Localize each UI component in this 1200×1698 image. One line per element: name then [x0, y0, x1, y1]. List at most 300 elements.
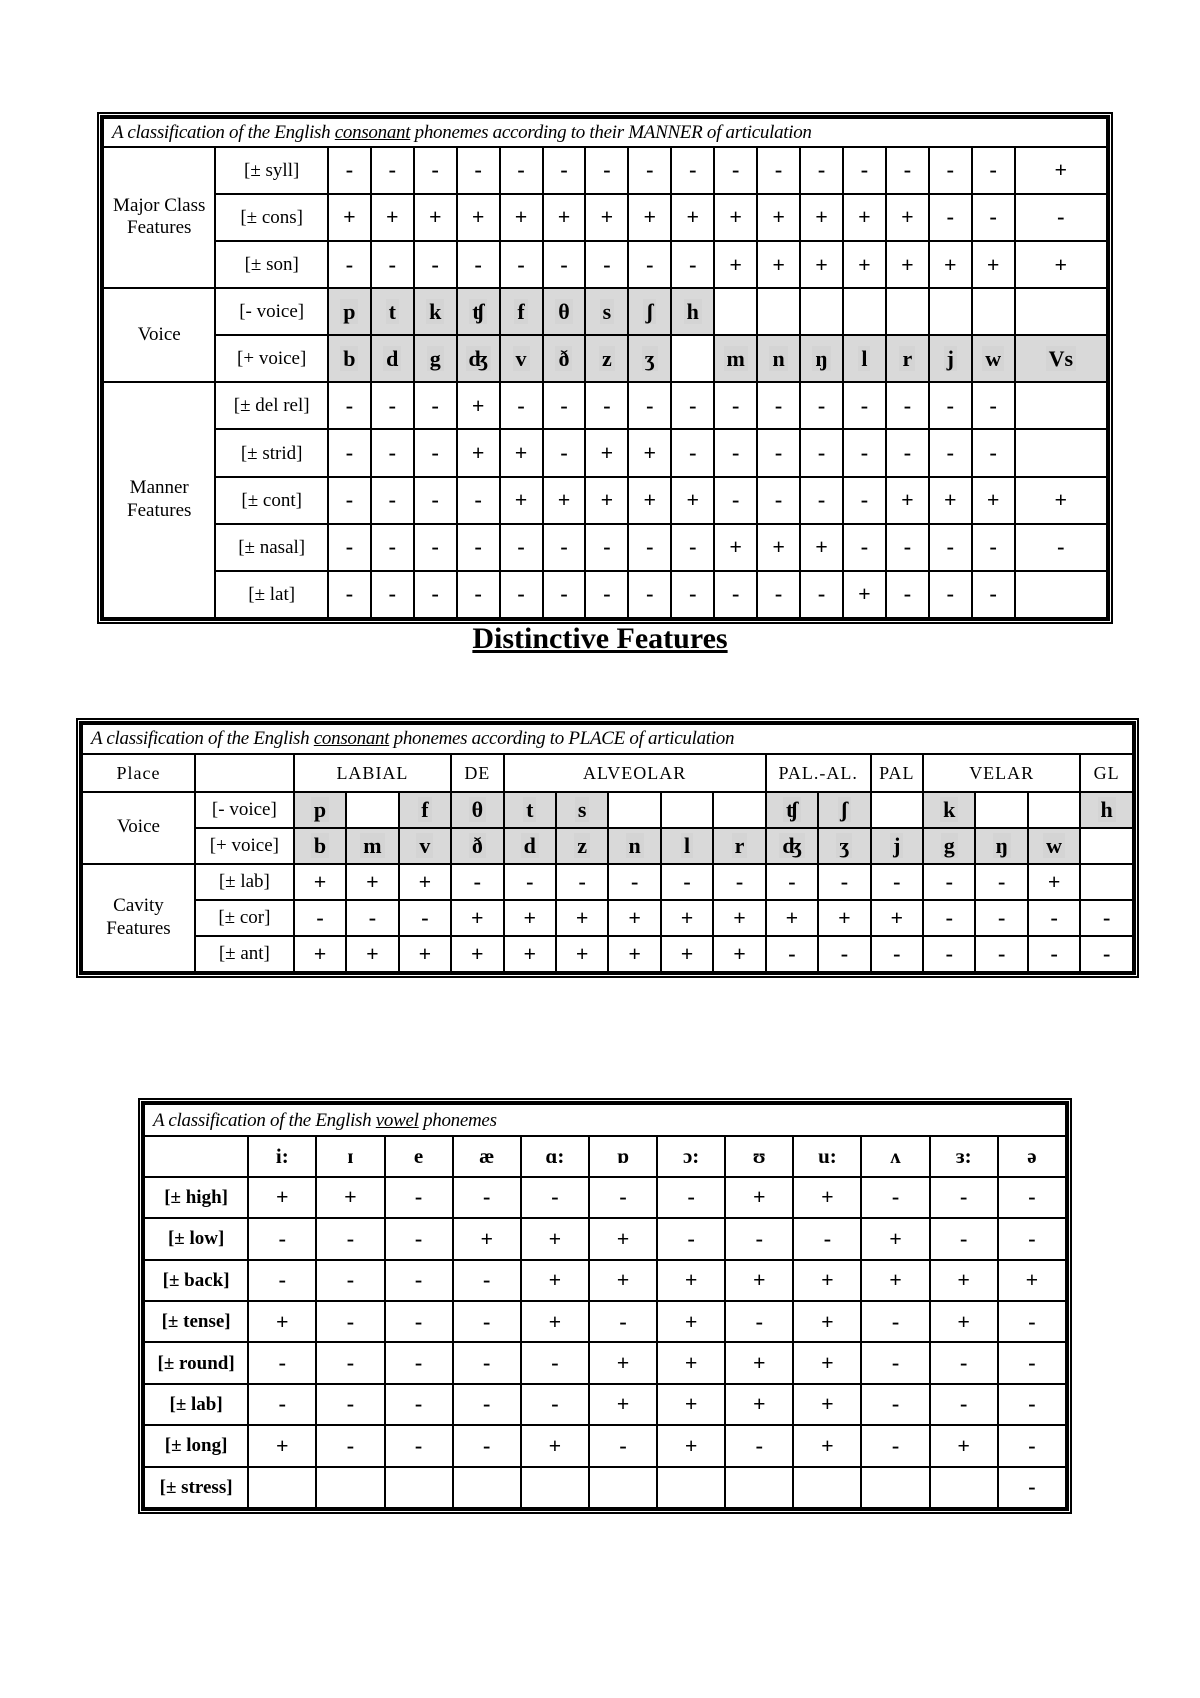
phoneme-symbol: ʤ — [779, 833, 804, 858]
vowel-symbol: ʊ — [725, 1136, 793, 1176]
feature-value-cell: + — [589, 1384, 657, 1425]
phoneme-cell — [661, 828, 713, 864]
feature-label-vless: [- voice] — [195, 792, 294, 828]
feature-label-low: [± low] — [144, 1218, 248, 1259]
phoneme-cell — [1015, 335, 1107, 382]
phoneme-symbol: m — [724, 346, 748, 371]
feature-value-cell: - — [608, 864, 660, 900]
feature-value-cell: + — [725, 1177, 793, 1218]
feature-value-cell: + — [793, 1342, 861, 1383]
feature-value-cell: - — [861, 1301, 929, 1342]
feature-value-cell: - — [371, 429, 414, 476]
feature-value-cell: - — [930, 1177, 998, 1218]
phoneme-cell — [713, 828, 765, 864]
vowel-symbol: u: — [793, 1136, 861, 1176]
place-alveolar: ALVEOLAR — [504, 754, 766, 792]
vowel-symbol: ɑ: — [521, 1136, 589, 1176]
phoneme-cell — [714, 335, 757, 382]
phoneme-cell — [414, 288, 457, 335]
phoneme-cell — [818, 792, 870, 828]
feature-value-cell: - — [414, 147, 457, 194]
feature-value-cell: - — [1015, 194, 1107, 241]
phoneme-symbol: ʤ — [466, 346, 491, 371]
phoneme-cell — [1028, 828, 1080, 864]
place-labial: LABIAL — [294, 754, 451, 792]
feature-value-cell: - — [385, 1425, 453, 1466]
feature-label-son: [± son] — [215, 241, 327, 288]
feature-value-cell — [1015, 571, 1107, 618]
place-header: Place — [82, 754, 195, 792]
phoneme-symbol: j — [890, 833, 903, 858]
phoneme-cell — [1015, 288, 1107, 335]
feature-value-cell: - — [975, 900, 1027, 936]
feature-value-cell: - — [713, 864, 765, 900]
feature-value-cell: + — [757, 241, 800, 288]
phoneme-cell — [628, 335, 671, 382]
feature-value-cell: - — [628, 571, 671, 618]
feature-value-cell: - — [294, 900, 346, 936]
vowel-symbol: ʌ — [861, 1136, 929, 1176]
feature-value-cell: - — [248, 1260, 316, 1301]
phoneme-symbol: l — [858, 346, 870, 371]
phoneme-cell — [843, 288, 886, 335]
phoneme-symbol: v — [416, 833, 433, 858]
feature-value-cell: + — [500, 194, 543, 241]
phoneme-cell — [886, 335, 929, 382]
feature-value-cell: - — [930, 1384, 998, 1425]
phoneme-symbol: p — [311, 797, 329, 822]
phoneme-symbol — [737, 797, 743, 822]
feature-value-cell: + — [294, 864, 346, 900]
phoneme-cell — [923, 828, 975, 864]
feature-value-cell: - — [766, 936, 818, 972]
feature-value-cell: - — [328, 241, 371, 288]
feature-value-cell: - — [521, 1384, 589, 1425]
feature-value-cell: - — [453, 1425, 521, 1466]
feature-value-cell: - — [457, 477, 500, 524]
feature-value-cell: + — [661, 936, 713, 972]
feature-label-delrel: [± del rel] — [215, 382, 327, 429]
phoneme-cell — [671, 335, 714, 382]
phoneme-cell — [713, 792, 765, 828]
feature-value-cell: + — [998, 1260, 1066, 1301]
feature-value-cell: - — [328, 147, 371, 194]
phoneme-cell — [1080, 792, 1133, 828]
phoneme-symbol: k — [426, 299, 444, 324]
feature-value-cell: + — [972, 477, 1015, 524]
feature-value-cell: - — [886, 382, 929, 429]
feature-value-cell: - — [414, 477, 457, 524]
phoneme-symbol: n — [769, 346, 787, 371]
feature-label-cor: [± cor] — [195, 900, 294, 936]
feature-value-cell: - — [886, 429, 929, 476]
phoneme-symbol: r — [899, 346, 915, 371]
feature-value-cell: + — [521, 1425, 589, 1466]
phoneme-cell — [556, 828, 608, 864]
feature-label-stress: [± stress] — [144, 1467, 248, 1508]
feature-value-cell: + — [714, 241, 757, 288]
phoneme-symbol: w — [982, 346, 1004, 371]
feature-value-cell: + — [861, 1260, 929, 1301]
feature-value-cell: - — [1080, 900, 1133, 936]
feature-value-cell: - — [661, 864, 713, 900]
feature-value-cell: + — [657, 1301, 725, 1342]
phoneme-symbol: b — [340, 346, 358, 371]
feature-value-cell: + — [929, 241, 972, 288]
phoneme-cell — [871, 828, 923, 864]
feature-value-cell: - — [818, 864, 870, 900]
vowel-symbol: ə — [998, 1136, 1066, 1176]
feature-value-cell: + — [657, 1342, 725, 1383]
feature-value-cell: + — [585, 194, 628, 241]
phoneme-symbol — [1104, 833, 1110, 858]
phoneme-cell — [457, 288, 500, 335]
feature-value-cell: - — [930, 1342, 998, 1383]
phoneme-symbol — [904, 299, 910, 324]
feature-label-syll: [± syll] — [215, 147, 327, 194]
feature-value-cell: - — [671, 571, 714, 618]
feature-value-cell: - — [998, 1342, 1066, 1383]
feature-label-lab: [± lab] — [195, 864, 294, 900]
feature-value-cell: - — [504, 864, 556, 900]
feature-value-cell: + — [861, 1218, 929, 1259]
phoneme-symbol: d — [383, 346, 401, 371]
feature-value-cell: + — [608, 900, 660, 936]
feature-value-cell — [1015, 382, 1107, 429]
feature-value-cell: - — [861, 1342, 929, 1383]
feature-value-cell: - — [328, 429, 371, 476]
phoneme-cell — [608, 792, 660, 828]
feature-value-cell: - — [451, 864, 503, 900]
feature-value-cell: - — [585, 147, 628, 194]
phoneme-symbol: g — [941, 833, 958, 858]
feature-value-cell: - — [628, 524, 671, 571]
feature-value-cell: - — [972, 429, 1015, 476]
phoneme-symbol: ʒ — [642, 346, 658, 371]
phoneme-cell — [585, 288, 628, 335]
phoneme-cell — [504, 792, 556, 828]
vowel-header-blank — [144, 1136, 248, 1176]
feature-value-cell: + — [930, 1260, 998, 1301]
feature-label-ant: [± ant] — [195, 936, 294, 972]
feature-value-cell: + — [457, 429, 500, 476]
feature-value-cell: + — [451, 936, 503, 972]
phoneme-cell — [504, 828, 556, 864]
feature-value-cell: + — [248, 1425, 316, 1466]
feature-value-cell: + — [543, 477, 586, 524]
phoneme-symbol: t — [523, 797, 536, 822]
feature-value-cell — [316, 1467, 384, 1508]
phoneme-symbol: f — [514, 299, 527, 324]
feature-value-cell: - — [871, 936, 923, 972]
feature-value-cell: - — [385, 1218, 453, 1259]
phoneme-symbol: s — [575, 797, 590, 822]
place-palatal: PAL — [871, 754, 923, 792]
feature-value-cell: + — [671, 194, 714, 241]
phoneme-cell — [585, 335, 628, 382]
feature-value-cell: - — [800, 571, 843, 618]
feature-value-cell: + — [628, 429, 671, 476]
phoneme-symbol: ʒ — [836, 833, 852, 858]
place-velar: VELAR — [923, 754, 1080, 792]
feature-value-cell: - — [998, 1218, 1066, 1259]
feature-value-cell: - — [843, 382, 886, 429]
feature-value-cell: - — [371, 571, 414, 618]
feature-value-cell: + — [1028, 864, 1080, 900]
feature-value-cell: + — [1015, 477, 1107, 524]
phoneme-cell — [671, 288, 714, 335]
feature-value-cell: - — [657, 1177, 725, 1218]
group-major-class-features: Major Class Features — [103, 147, 215, 288]
feature-value-cell: - — [556, 864, 608, 900]
feature-value-cell: + — [657, 1260, 725, 1301]
feature-value-cell: - — [818, 936, 870, 972]
feature-value-cell: + — [451, 900, 503, 936]
group-cavity-features: Cavity Features — [82, 864, 195, 972]
phoneme-symbol — [990, 299, 996, 324]
feature-value-cell: - — [998, 1384, 1066, 1425]
feature-value-cell: - — [399, 900, 451, 936]
feature-value-cell: - — [725, 1218, 793, 1259]
feature-value-cell: - — [628, 241, 671, 288]
feature-label-lab: [± lab] — [144, 1384, 248, 1425]
feature-value-cell: - — [248, 1218, 316, 1259]
feature-value-cell: + — [328, 194, 371, 241]
phoneme-cell — [371, 335, 414, 382]
phoneme-symbol: j — [944, 346, 957, 371]
feature-value-cell: - — [923, 900, 975, 936]
phoneme-symbol — [819, 299, 825, 324]
phoneme-symbol: ŋ — [993, 833, 1011, 858]
feature-value-cell: + — [585, 477, 628, 524]
phoneme-cell — [328, 335, 371, 382]
feature-label-cont: [± cont] — [215, 477, 327, 524]
feature-value-cell: - — [861, 1384, 929, 1425]
phoneme-cell — [451, 828, 503, 864]
place-header-blank — [195, 754, 294, 792]
phoneme-cell — [818, 828, 870, 864]
feature-value-cell: - — [972, 382, 1015, 429]
feature-value-cell: - — [930, 1218, 998, 1259]
feature-value-cell: + — [757, 524, 800, 571]
feature-value-cell: - — [886, 147, 929, 194]
feature-value-cell: - — [585, 571, 628, 618]
feature-value-cell: + — [886, 477, 929, 524]
feature-value-cell: - — [543, 524, 586, 571]
vowel-symbol: i: — [248, 1136, 316, 1176]
feature-value-cell: + — [657, 1425, 725, 1466]
phoneme-symbol — [369, 797, 375, 822]
feature-value-cell: - — [671, 147, 714, 194]
feature-value-cell: - — [757, 571, 800, 618]
phoneme-symbol: h — [1098, 797, 1116, 822]
feature-value-cell: - — [1028, 900, 1080, 936]
feature-value-cell — [930, 1467, 998, 1508]
vowel-table-caption: A classification of the English vowel phonemes — [144, 1104, 1066, 1136]
phoneme-symbol: f — [418, 797, 431, 822]
phoneme-cell — [757, 335, 800, 382]
feature-value-cell: + — [886, 241, 929, 288]
feature-value-cell: - — [500, 382, 543, 429]
feature-value-cell: - — [328, 524, 371, 571]
feature-value-cell: - — [972, 147, 1015, 194]
feature-value-cell: - — [671, 382, 714, 429]
feature-value-cell: - — [671, 429, 714, 476]
feature-label-lat: [± lat] — [215, 571, 327, 618]
feature-value-cell — [248, 1467, 316, 1508]
vowel-symbol: ɜ: — [930, 1136, 998, 1176]
feature-value-cell: + — [556, 936, 608, 972]
feature-value-cell: - — [453, 1384, 521, 1425]
feature-value-cell: + — [346, 864, 398, 900]
feature-value-cell: + — [500, 477, 543, 524]
feature-value-cell: - — [328, 571, 371, 618]
feature-value-cell: - — [923, 864, 975, 900]
vowel-symbol: ɔ: — [657, 1136, 725, 1176]
feature-value-cell: + — [725, 1384, 793, 1425]
feature-value-cell: + — [521, 1218, 589, 1259]
phoneme-symbol: z — [599, 346, 615, 371]
phoneme-symbol: n — [626, 833, 644, 858]
phoneme-cell — [886, 288, 929, 335]
feature-value-cell: + — [556, 900, 608, 936]
phoneme-cell — [543, 288, 586, 335]
feature-value-cell: + — [793, 1301, 861, 1342]
feature-value-cell: - — [371, 382, 414, 429]
feature-value-cell: - — [543, 382, 586, 429]
feature-value-cell: - — [543, 147, 586, 194]
feature-value-cell: - — [1080, 936, 1133, 972]
feature-value-cell: - — [800, 429, 843, 476]
feature-value-cell — [725, 1467, 793, 1508]
feature-value-cell: + — [500, 429, 543, 476]
phoneme-symbol: r — [732, 833, 748, 858]
feature-value-cell: - — [585, 241, 628, 288]
phoneme-cell — [628, 288, 671, 335]
group-manner-features: Manner Features — [103, 382, 215, 618]
feature-value-cell: - — [414, 382, 457, 429]
phoneme-cell — [766, 792, 818, 828]
feature-value-cell: + — [248, 1177, 316, 1218]
feature-value-cell: + — [886, 194, 929, 241]
feature-value-cell: - — [671, 241, 714, 288]
feature-value-cell: - — [371, 477, 414, 524]
phoneme-symbol: k — [940, 797, 958, 822]
feature-value-cell: + — [294, 936, 346, 972]
feature-label-voiced: [+ voice] — [215, 335, 327, 382]
phoneme-cell — [1028, 792, 1080, 828]
feature-label-strid: [± strid] — [215, 429, 327, 476]
vowel-symbol: æ — [453, 1136, 521, 1176]
phoneme-symbol — [632, 797, 638, 822]
phoneme-symbol: ʃ — [838, 797, 851, 822]
phoneme-symbol — [776, 299, 782, 324]
phoneme-cell — [929, 288, 972, 335]
phoneme-symbol: ʧ — [783, 797, 801, 822]
place-table-caption: A classification of the English consonant phonemes according to PLACE of articulation — [82, 724, 1133, 754]
feature-value-cell: + — [371, 194, 414, 241]
feature-value-cell: - — [725, 1425, 793, 1466]
phoneme-symbol: s — [600, 299, 615, 324]
feature-value-cell: - — [1028, 936, 1080, 972]
feature-value-cell — [453, 1467, 521, 1508]
feature-value-cell: - — [521, 1177, 589, 1218]
feature-value-cell: + — [930, 1301, 998, 1342]
phoneme-symbol: h — [684, 299, 702, 324]
phoneme-cell — [399, 828, 451, 864]
phoneme-cell — [661, 792, 713, 828]
phoneme-symbol: z — [574, 833, 590, 858]
feature-value-cell: - — [316, 1218, 384, 1259]
feature-value-cell: - — [861, 1177, 929, 1218]
feature-value-cell: - — [585, 382, 628, 429]
group-voice: Voice — [82, 792, 195, 864]
feature-value-cell: - — [453, 1342, 521, 1383]
phoneme-symbol: v — [513, 346, 530, 371]
feature-value-cell: - — [328, 382, 371, 429]
phoneme-cell — [929, 335, 972, 382]
phoneme-symbol — [733, 299, 739, 324]
feature-value-cell: - — [453, 1301, 521, 1342]
phoneme-symbol — [690, 346, 696, 371]
feature-label-back: [± back] — [144, 1260, 248, 1301]
feature-value-cell: - — [998, 1301, 1066, 1342]
feature-value-cell: - — [923, 936, 975, 972]
place-table — [76, 718, 1139, 978]
feature-label-tense: [± tense] — [144, 1301, 248, 1342]
feature-value-cell: - — [714, 429, 757, 476]
feature-value-cell: + — [346, 936, 398, 972]
feature-value-cell: + — [657, 1384, 725, 1425]
feature-value-cell: - — [500, 571, 543, 618]
feature-value-cell: - — [453, 1260, 521, 1301]
feature-value-cell: + — [929, 477, 972, 524]
feature-value-cell: - — [861, 1425, 929, 1466]
feature-value-cell: + — [1015, 147, 1107, 194]
feature-value-cell: - — [628, 382, 671, 429]
feature-value-cell: - — [757, 382, 800, 429]
phoneme-symbol: θ — [469, 797, 486, 822]
feature-value-cell: - — [457, 571, 500, 618]
feature-value-cell: - — [671, 524, 714, 571]
feature-value-cell: + — [589, 1260, 657, 1301]
phoneme-cell — [608, 828, 660, 864]
feature-value-cell: + — [757, 194, 800, 241]
phoneme-cell — [294, 792, 346, 828]
place-palato-alveolar: PAL.-AL. — [766, 754, 871, 792]
feature-value-cell — [1080, 864, 1133, 900]
feature-value-cell: - — [371, 147, 414, 194]
feature-value-cell: + — [521, 1260, 589, 1301]
phoneme-cell — [294, 828, 346, 864]
feature-value-cell: + — [543, 194, 586, 241]
feature-value-cell: - — [316, 1301, 384, 1342]
feature-value-cell: + — [713, 936, 765, 972]
feature-value-cell: - — [414, 524, 457, 571]
feature-value-cell: - — [972, 524, 1015, 571]
feature-value-cell: - — [843, 429, 886, 476]
feature-value-cell: + — [725, 1342, 793, 1383]
phoneme-symbol — [684, 797, 690, 822]
feature-value-cell: - — [886, 571, 929, 618]
feature-value-cell: - — [371, 241, 414, 288]
feature-value-cell: - — [543, 241, 586, 288]
phoneme-cell — [414, 335, 457, 382]
feature-value-cell: - — [972, 194, 1015, 241]
feature-label-voiced: [+ voice] — [195, 828, 294, 864]
feature-value-cell: - — [800, 477, 843, 524]
phoneme-cell — [399, 792, 451, 828]
